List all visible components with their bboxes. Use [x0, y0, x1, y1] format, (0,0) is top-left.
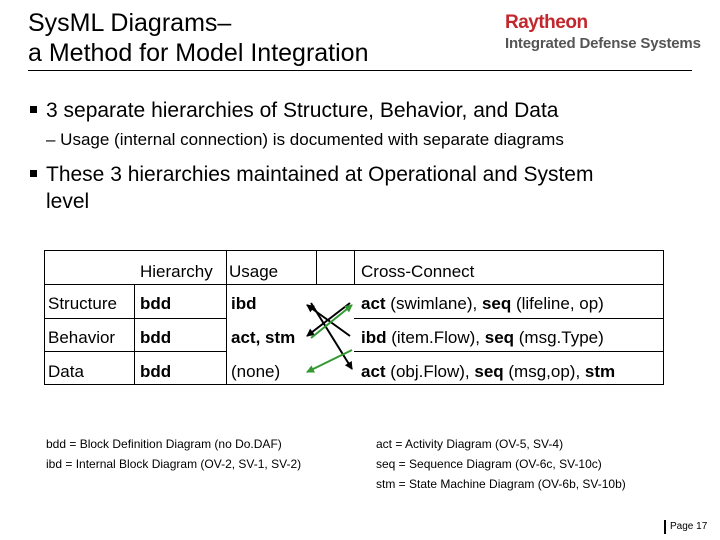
table-col-divider — [226, 250, 227, 285]
table-col-divider — [226, 284, 227, 384]
behavior-hierarchy: bdd — [140, 328, 172, 347]
raytheon-logo — [505, 12, 701, 54]
title-divider — [28, 70, 692, 71]
data-hierarchy: bdd — [140, 362, 172, 381]
behavior-cross-connect — [361, 328, 604, 348]
header-hierarchy: Hierarchy — [140, 262, 213, 281]
note-stm: stm = State Machine Diagram (OV-6b, SV-10b) — [376, 477, 626, 491]
table-col-divider — [134, 284, 135, 384]
cc-term: act — [361, 294, 386, 313]
table-col-divider — [316, 250, 317, 285]
notes-right — [376, 434, 626, 494]
arrow-behavior-green — [311, 305, 352, 338]
bullet-square-icon — [30, 106, 37, 113]
note-seq: seq = Sequence Diagram (OV-6c, SV-10c) — [376, 457, 602, 471]
note-ibd: ibd = Internal Block Diagram (OV-2, SV-1, SV-2) — [46, 457, 302, 471]
note-act: act = Activity Diagram (OV-5, SV-4) — [376, 437, 564, 451]
cc-detail: (obj.Flow), — [385, 362, 475, 381]
arrow-structure-to-data — [311, 303, 352, 369]
sub-bullet: – Usage (internal connection) is documented with separate diagrams — [46, 130, 564, 149]
data-cross-connect — [361, 362, 615, 382]
title-line-1: SysML Diagrams– — [28, 9, 232, 37]
cc-detail: (msg,op), — [503, 362, 585, 381]
page-title — [28, 8, 368, 68]
table-row-divider — [44, 351, 227, 352]
cc-term: act — [361, 362, 386, 381]
cc-term: seq — [484, 328, 515, 347]
header-usage: Usage — [229, 262, 279, 281]
arrow-structure-to-behavior — [307, 303, 350, 336]
row-label-data: Data — [48, 362, 84, 381]
title-line-2: a Method for Model Integration — [28, 39, 369, 67]
notes-left — [46, 434, 301, 474]
table-row-divider — [354, 351, 664, 352]
cc-term: seq — [481, 294, 512, 313]
table-right-border — [663, 250, 664, 285]
bullet-1-text: 3 separate hierarchies of Structure, Behavior, and Data — [46, 99, 559, 122]
logo-brand: Raytheon — [505, 12, 588, 33]
page-number: Page 17 — [664, 520, 707, 534]
table-row-divider — [354, 318, 664, 319]
bullet-2-text: These 3 hierarchies maintained at Operational and System — [46, 163, 594, 186]
cc-detail: (swimlane), — [385, 294, 482, 313]
cc-term: stm — [584, 362, 616, 381]
table-left-border — [44, 250, 45, 285]
table-right-border — [663, 284, 664, 384]
behavior-usage: act, stm — [231, 328, 296, 347]
table-bottom-border — [44, 384, 664, 385]
bullet-2-text-cont: level — [46, 190, 90, 213]
table-col-divider — [354, 250, 355, 285]
structure-usage: ibd — [231, 294, 257, 313]
arrow-data-green — [307, 350, 352, 372]
bullet-square-icon — [30, 170, 37, 177]
header-cross-connect: Cross-Connect — [361, 262, 475, 281]
cc-detail: (lifeline, op) — [511, 294, 604, 313]
cc-term: seq — [474, 362, 504, 381]
row-label-structure: Structure — [48, 294, 117, 313]
structure-cross-connect — [361, 294, 604, 314]
table-row-divider — [44, 318, 227, 319]
cc-detail: (item.Flow), — [386, 328, 485, 347]
cc-detail: (msg.Type) — [514, 328, 604, 347]
arrow-behavior-to-structure — [307, 305, 350, 336]
row-label-behavior: Behavior — [48, 328, 116, 347]
data-usage: (none) — [231, 362, 281, 381]
structure-hierarchy: bdd — [140, 294, 172, 313]
note-bdd: bdd = Block Definition Diagram (no Do.DAF) — [46, 437, 282, 451]
cc-term: ibd — [361, 328, 387, 347]
table-left-border — [44, 284, 45, 384]
logo-division: Integrated Defense Systems — [505, 35, 701, 52]
